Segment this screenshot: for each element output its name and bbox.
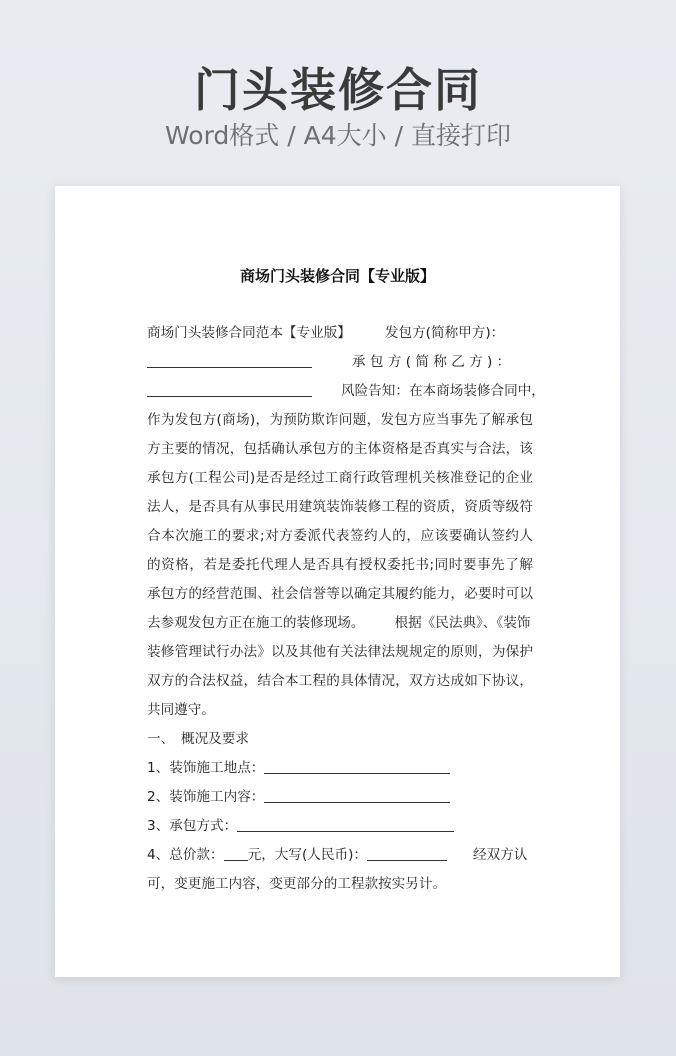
paragraph-line [147, 377, 545, 406]
blank-line [264, 786, 450, 803]
blank-line [367, 844, 447, 861]
hero-title: 门头装修合同 [194, 63, 482, 117]
party-b-label: 承 包 方 ( 简 称 乙 方 ) ： [352, 354, 511, 370]
item-label: 4、总价款： [147, 847, 224, 863]
paragraph-line: 承包方(工程公司)是否是经过工商行政管理机关核准登记的企业 [147, 470, 533, 486]
item-line [147, 812, 533, 841]
paragraph-line [147, 609, 533, 638]
blank-line [224, 844, 248, 861]
hero-subtitle: Word格式 / A4大小 / 直接打印 [165, 121, 511, 150]
template-name: 商场门头装修合同范本【专业版】 [147, 325, 351, 341]
risk-notice: 风险告知：在本商场装修合同中， [341, 383, 545, 399]
item-line [147, 783, 533, 812]
paragraph-line: 合本次施工的要求;对方委派代表签约人的，应该要确认签约人 [147, 528, 533, 544]
text-span: 经双方认 [472, 847, 528, 863]
paragraph-line: 承包方的经营范围、社会信誉等以确定其履约能力，必要时可以 [147, 586, 533, 602]
text-span: 根据《民法典》、《装饰 [394, 615, 531, 631]
blank-line [237, 815, 454, 832]
item-line [147, 841, 533, 870]
paragraph-line: 可，变更施工内容，变更部分的工程款按实另计。 [147, 876, 447, 892]
paragraph-line: 双方的合法权益，结合本工程的具体情况，双方达成如下协议， [147, 673, 533, 689]
blank-line [147, 380, 312, 397]
item-label: 元，大写(人民币)： [247, 847, 367, 863]
text-span: 去参观发包方正在施工的装修现场。 [147, 615, 365, 631]
paragraph-line: 方主要的情况，包括确认承包方的主体资格是否真实与合法，该 [147, 441, 533, 457]
item-line [147, 754, 533, 783]
paragraph-line: 装修管理试行办法》以及其他有关法律法规规定的原则，为保护 [147, 644, 533, 660]
blank-line [264, 757, 450, 774]
paragraph-line [147, 348, 533, 377]
document-title: 商场门头装修合同【专业版】 [239, 267, 435, 285]
section-heading: 一、 概况及要求 [147, 731, 249, 747]
paragraph-line: 的资格，若是委托代理人是否具有授权委托书;同时要事先了解 [147, 557, 533, 573]
item-label: 1、装饰施工地点： [147, 760, 265, 776]
paragraph-line [147, 319, 533, 348]
document-body [147, 319, 545, 899]
item-label: 3、承包方式： [147, 818, 238, 834]
blank-line [147, 351, 312, 368]
item-label: 2、装饰施工内容： [147, 789, 265, 805]
paragraph-line: 作为发包方(商场)，为预防欺诈问题，发包方应当事先了解承包 [147, 412, 533, 428]
paragraph-line: 共同遵守。 [147, 702, 215, 718]
document-page [55, 186, 620, 977]
paragraph-line: 法人，是否具有从事民用建筑装饰装修工程的资质，资质等级符 [147, 499, 533, 515]
party-a-label: 发包方(简称甲方)： [384, 325, 505, 341]
